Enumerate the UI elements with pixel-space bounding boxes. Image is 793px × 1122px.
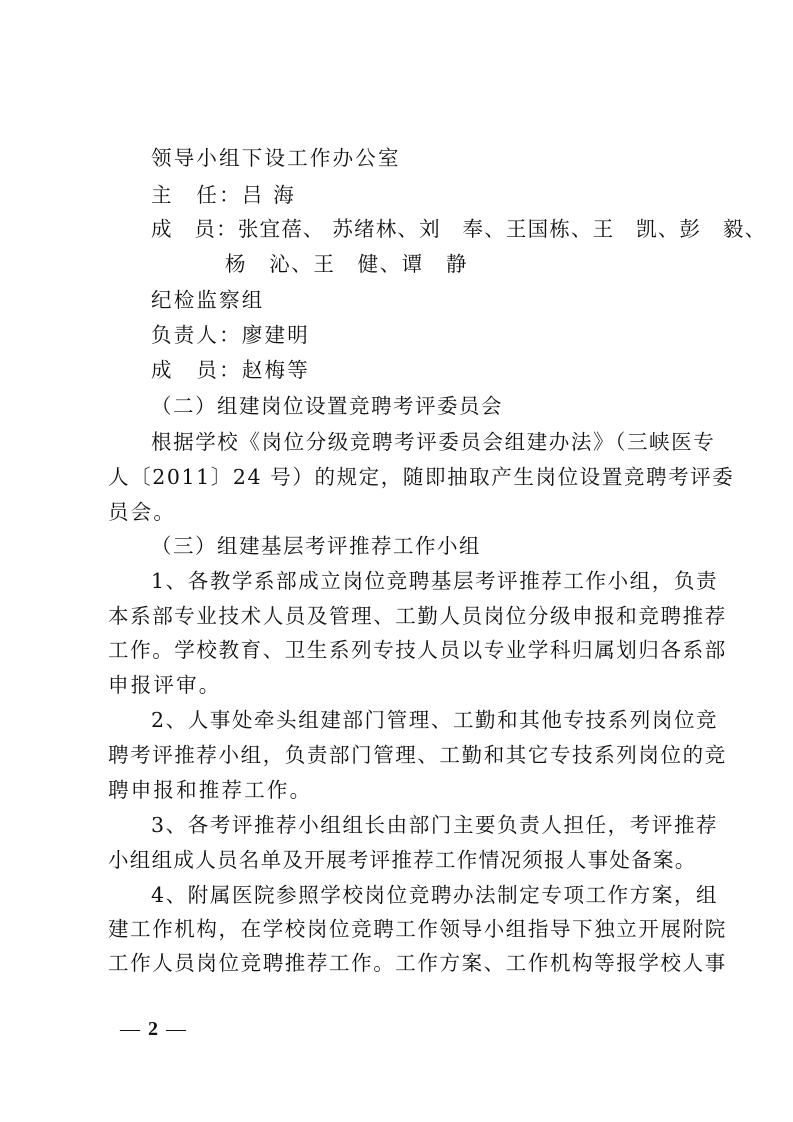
page-number-dash-right: —: [166, 1018, 186, 1040]
item1-line: 工作。学校教育、卫生系列专技人员以专业学科归属划归各系部: [108, 638, 727, 662]
section2-para-line: 人〔2011〕24 号）的规定，随即抽取产生岗位设置竞聘考评委: [108, 465, 735, 489]
item2-line: 2、人事处牵头组建部门管理、工勤和其他专技系列岗位竞: [151, 708, 719, 732]
office-members-label: 成 员：: [151, 217, 238, 241]
item1-line: 本系部专业技术人员及管理、工勤人员岗位分级申报和竞聘推荐: [108, 604, 727, 628]
section3-heading: （三）组建基层考评推荐工作小组: [151, 534, 481, 558]
item1-line: 1、各教学系部成立岗位竞聘基层考评推荐工作小组，负责: [151, 569, 719, 593]
discipline-leader-label: 负责人：: [151, 323, 242, 347]
discipline-members-label: 成 员：: [151, 358, 242, 382]
item3-line: 3、各考评推荐小组组长由部门主要负责人担任，考评推荐: [151, 813, 719, 837]
item4-line: 工作人员岗位竞聘推荐工作。工作方案、工作机构等报学校人事: [108, 951, 727, 975]
discipline-leader-name: 廖建明: [241, 323, 310, 347]
page-number-dash-left: —: [120, 1018, 140, 1040]
page-number: 2: [148, 1018, 158, 1040]
discipline-heading: 纪检监察组: [151, 288, 265, 312]
section2-para-line: 员会。: [108, 500, 177, 524]
page-number-footer: [120, 1014, 186, 1044]
discipline-members-row: [151, 355, 310, 385]
discipline-members-name: 赵梅等: [241, 358, 310, 382]
item1-line: 申报评审。: [108, 673, 222, 697]
office-members-row: [151, 214, 766, 244]
director-name: 吕 海: [241, 183, 296, 207]
item2-line: 聘考评推荐小组，负责部门管理、工勤和其它专技系列岗位的竞: [108, 743, 727, 767]
item2-line: 聘申报和推荐工作。: [108, 778, 313, 802]
item3-line: 小组组成人员名单及开展考评推荐工作情况须报人事处备案。: [108, 848, 697, 872]
office-heading: 领导小组下设工作办公室: [151, 146, 401, 170]
item4-line: 建工作机构，在学校岗位竞聘工作领导小组指导下独立开展附院: [108, 917, 727, 941]
director-label: 主 任：: [151, 183, 242, 207]
section2-heading: （二）组建岗位设置竞聘考评委员会: [151, 394, 503, 418]
office-members-line1: 张宜蓓、 苏绪林、刘 奉、王国栋、王 凯、彭 毅、: [237, 217, 767, 241]
item4-line: 4、附属医院参照学校岗位竞聘办法制定专项工作方案，组: [151, 883, 719, 907]
discipline-leader-row: [151, 320, 310, 350]
office-members-line2: 杨 沁、王 健、谭 静: [225, 252, 469, 276]
office-director-row: [151, 180, 296, 210]
section2-para-line: 根据学校《岗位分级竞聘考评委员会组建办法》（三峡医专: [151, 430, 716, 454]
